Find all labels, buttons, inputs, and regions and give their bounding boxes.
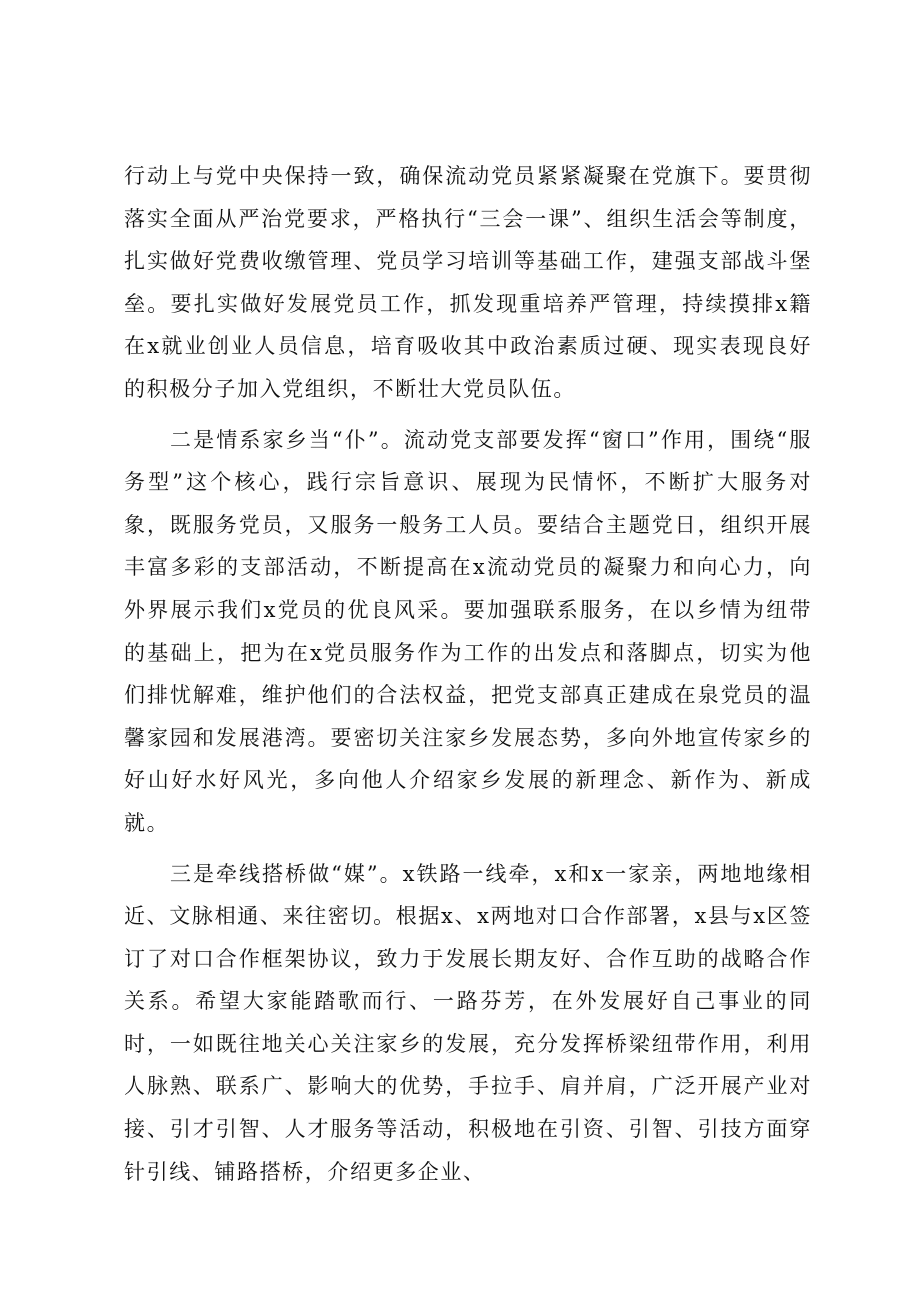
document-body [124, 155, 812, 1193]
paragraph-1: 行动上与党中央保持一致，确保流动党员紧紧凝聚在党旗下。要贯彻落实全面从严治党要求，严格执行“三会一课”、组织生活会等制度，扎实做好党费收缴管理、党员学习培训等基础工作，建强支部战斗堡垒。要扎实做好发展党员工作，抓发现重培养严管理，持续摸排x籍在x就业创业人员信息，培育吸收其中政治素质过硬、现实表现良好的积极分子加入党组织，不断壮大党员队伍。 [124, 164, 812, 401]
paragraph-3: 三是牵线搭桥做“媒”。x铁路一线牵，x和x一家亲，两地地缘相近、文脉相通、来往密切。根据x、x两地对口合作部署，x县与x区签订了对口合作框架协议，致力于发展长期友好、合作互助的战略合作关系。希望大家能踏歌而行、一路芬芳，在外发展好自己事业的同时，一如既往地关心关注家乡的发展，充分发挥桥梁纽带作用，利用人脉熟、联系广、影响大的优势，手拉手、肩并肩，广泛开展产业对接、引才引智、人才服务等活动，积极地在引资、引智、引技方面穿针引线、铺路搭桥，介绍更多企业、 [124, 861, 812, 1184]
paragraph-2: 二是情系家乡当“仆”。流动党支部要发挥“窗口”作用，围绕“服务型”这个核心，践行宗旨意识、展现为民情怀，不断扩大服务对象，既服务党员，又服务一般务工人员。要结合主题党日，组织开展丰富多彩的支部活动，不断提高在x流动党员的凝聚力和向心力，向外界展示我们x党员的优良风采。要加强联系服务，在以乡情为纽带的基础上，把为在x党员服务作为工作的出发点和落脚点，切实为他们排忧解难，维护他们的合法权益，把党支部真正建成在泉党员的温馨家园和发展港湾。要密切关注家乡发展态势，多向外地宣传家乡的好山好水好风光，多向他人介绍家乡发展的新理念、新作为、新成就。 [124, 427, 812, 835]
